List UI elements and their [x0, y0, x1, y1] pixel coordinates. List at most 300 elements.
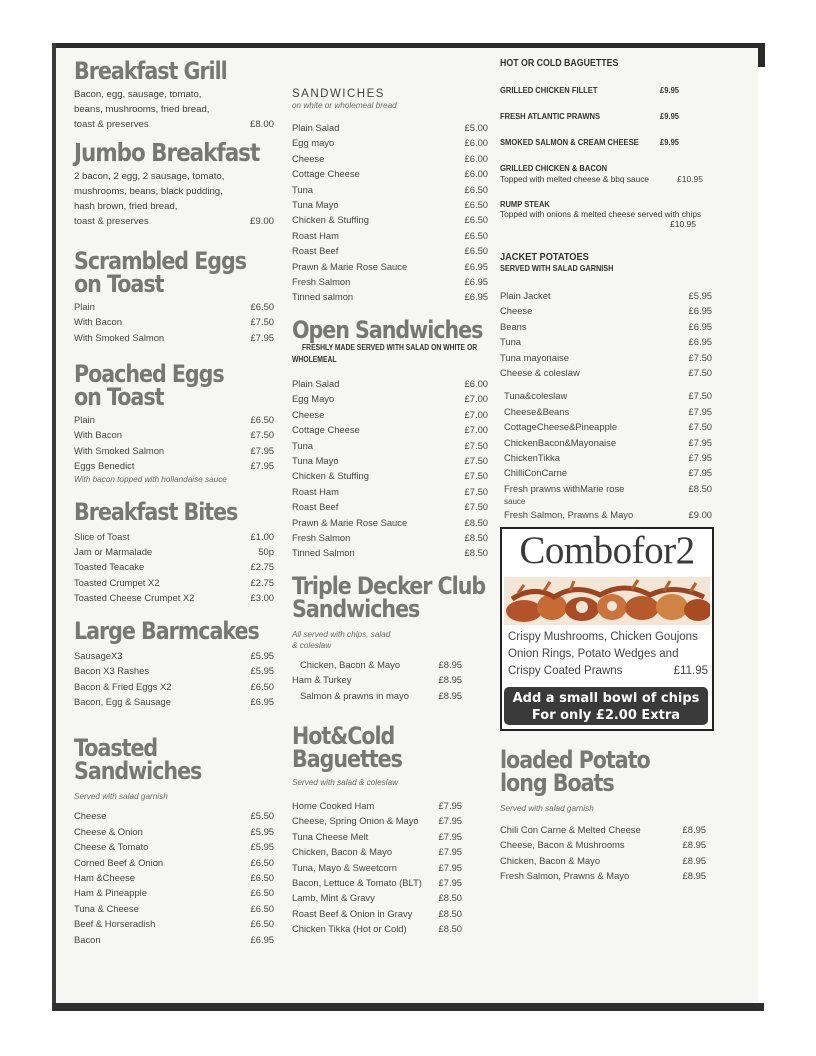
item-price: £6.50 — [464, 214, 488, 226]
item-price: £8.50 — [438, 923, 462, 935]
combo-price: £11.95 — [673, 664, 708, 677]
menu-item — [292, 688, 462, 703]
item-name: Home Cooked Ham — [292, 799, 375, 811]
chips-offer-banner — [504, 687, 708, 725]
menu-item — [500, 853, 706, 868]
item-name: Plain Salad — [292, 122, 340, 133]
item-name: Cheese & coleslaw — [500, 367, 580, 379]
menu-column-left — [74, 48, 274, 947]
menu-item — [504, 404, 712, 419]
menu-item — [500, 303, 712, 318]
menu-item — [500, 837, 706, 852]
item-name: Chicken Tikka (Hot or Cold) — [292, 923, 407, 935]
price: £9.00 — [249, 216, 274, 228]
item-price: £3.00 — [250, 592, 274, 604]
item-price: £7.95 — [250, 444, 274, 456]
item-price: £6.95 — [688, 320, 712, 332]
item-price: £9.95 — [660, 137, 679, 147]
item-price: £10.95 — [677, 174, 703, 184]
menu-item — [292, 243, 488, 258]
item-name: Plain — [74, 300, 95, 312]
item-price: £6.00 — [464, 137, 488, 149]
item-price: £2.75 — [250, 576, 274, 588]
scrambled-eggs-section — [74, 246, 274, 345]
description-line: Bacon, egg, sausage, tomato, — [74, 89, 202, 100]
menu-item — [292, 672, 462, 687]
item-name: Tinned salmon — [292, 291, 354, 303]
item-name: Toasted Crumpet X2 — [74, 576, 160, 588]
item-price: £8.50 — [438, 892, 462, 904]
item-price: £7.50 — [464, 454, 488, 466]
breakfast-grill-section — [74, 57, 274, 132]
hot-cold-baguettes-caps-section — [500, 58, 720, 229]
item-name: Fresh Salmon, Prawns & Mayo — [504, 509, 634, 521]
section-title-line1: Triple Decker Club — [292, 571, 486, 600]
description-line: beans, mushrooms, fried bread, — [74, 104, 210, 115]
item-name: Bacon, Lettuce & Tomato (BLT) — [292, 877, 422, 888]
item-note: With bacon topped with hollandaise sauce — [74, 474, 227, 484]
item-price: £6.50 — [464, 245, 488, 257]
section-title-line2: Baguettes — [292, 744, 402, 773]
section-title: JACKET POTATOES — [500, 251, 589, 263]
item-price: £7.95 — [250, 460, 274, 472]
item-name: Tuna Cheese Melt — [292, 830, 369, 842]
item-price: £5.95 — [250, 841, 274, 853]
section-note: WHOLEMEAL — [292, 354, 337, 364]
item-price: £6.95 — [464, 276, 488, 288]
item-price: £7.00 — [464, 393, 488, 405]
item-price: £6.00 — [464, 152, 488, 164]
item-name: CottageCheese&Pineapple — [504, 421, 618, 433]
item-price: £8.50 — [464, 531, 488, 543]
item-name: Ham & Pineapple — [74, 887, 147, 899]
menu-item — [292, 166, 488, 181]
toasted-sandwiches-section — [74, 734, 274, 947]
menu-item — [74, 590, 274, 605]
item-price: £6.50 — [250, 680, 274, 692]
item-price: £8.50 — [438, 907, 462, 919]
menu-item — [292, 453, 488, 468]
menu-item — [292, 844, 462, 859]
item-name: Tuna — [292, 183, 314, 195]
item-name: With Bacon — [74, 429, 122, 441]
item-price: £9.95 — [660, 111, 679, 121]
price: £8.00 — [249, 119, 274, 130]
item-name: Jam or Marmalade — [74, 546, 153, 558]
menu-item — [74, 412, 274, 427]
item-price: £6.50 — [250, 887, 274, 899]
item-name: Fresh prawns withMarie rose — [504, 482, 625, 494]
section-note: All served with chips, salad — [292, 629, 391, 639]
item-price: £7.50 — [688, 390, 712, 402]
item-name: With Smoked Salmon — [74, 331, 165, 343]
menu-item — [74, 885, 274, 900]
menu-item — [292, 890, 462, 905]
item-price: £9.95 — [660, 85, 679, 95]
item-price: £6.95 — [250, 695, 274, 707]
menu-item — [74, 901, 274, 916]
item-name: Chicken, Bacon & Mayo — [500, 854, 601, 866]
item-price: £7.95 — [688, 405, 712, 417]
menu-item — [292, 438, 488, 453]
section-title-line2: on Toast — [74, 383, 164, 412]
menu-item — [292, 530, 488, 545]
item-price: £7.50 — [688, 351, 712, 363]
menu-item — [74, 870, 274, 885]
item-name: Fresh Salmon — [292, 531, 351, 543]
item-price: £6.50 — [464, 199, 488, 211]
item-name: Roast Beef — [292, 245, 339, 257]
jumbo-breakfast-section — [74, 138, 274, 229]
menu-item — [292, 657, 462, 672]
menu-item — [292, 499, 488, 514]
item-name: Cottage Cheese — [292, 168, 360, 180]
large-barmcakes-section — [74, 616, 274, 710]
section-note: Served with salad & coleslaw — [292, 777, 399, 787]
menu-item — [504, 435, 712, 450]
item-name: Roast Ham — [292, 229, 339, 241]
menu-item — [74, 458, 274, 473]
menu-item — [74, 559, 274, 574]
item-price: 50p — [258, 546, 274, 558]
item-name: Cheese — [292, 408, 325, 420]
item-price: £5.95 — [250, 825, 274, 837]
menu-item — [500, 288, 712, 303]
menu-item — [74, 575, 274, 590]
item-price: £7.50 — [688, 367, 712, 379]
section-note: FRESHLY MADE SERVED WITH SALAD ON WHITE OR — [302, 342, 478, 352]
item-price: £7.95 — [688, 452, 712, 464]
item-name: With Bacon — [74, 316, 122, 328]
item-name: Tuna — [292, 439, 314, 451]
item-price: £7.00 — [464, 408, 488, 420]
item-name: SMOKED SALMON & CREAM CHEESE — [500, 137, 639, 147]
menu-item — [74, 299, 274, 314]
item-price: £8.95 — [682, 823, 706, 835]
menu-item — [292, 829, 462, 844]
item-name: Roast Beef — [292, 501, 339, 513]
item-price: £6.50 — [250, 414, 274, 426]
section-title-line2: Sandwiches — [74, 757, 202, 786]
item-name: Corned Beef & Onion — [74, 856, 164, 868]
menu-item — [74, 648, 274, 663]
menu-item — [292, 545, 488, 560]
menu-item-name: RUMP STEAK — [500, 199, 550, 209]
menu-item — [74, 808, 274, 823]
open-sandwiches-section — [292, 315, 488, 561]
menu-item — [292, 212, 488, 227]
item-name: Plain Salad — [292, 377, 340, 389]
item-name: Tuna Mayo — [292, 454, 339, 466]
section-title: SANDWICHES — [292, 88, 385, 100]
item-name: Salmon & prawns in mayo — [300, 689, 409, 701]
section-title-line2: long Boats — [500, 768, 614, 797]
item-name: FRESH ATLANTIC PRAWNS — [500, 111, 600, 121]
item-price: £6.00 — [464, 377, 488, 389]
item-name: Plain Jacket — [500, 290, 551, 301]
poached-eggs-section — [74, 360, 274, 485]
item-name: Chili Con Carne & Melted Cheese — [500, 823, 641, 835]
item-name: Roast Beef & Onion in Gravy — [292, 907, 413, 919]
item-name: Tuna, Mayo & Sweetcorn — [292, 861, 397, 873]
menu-item — [504, 419, 712, 434]
menu-item — [74, 932, 274, 947]
item-name: Cheese & Tomato — [74, 841, 149, 853]
section-note: Served with salad garnish — [500, 803, 594, 813]
item-price: £6.50 — [250, 871, 274, 883]
menu-item — [500, 319, 712, 334]
item-price: £7.50 — [250, 429, 274, 441]
menu-item — [292, 274, 488, 289]
item-name: Eggs Benedict — [74, 460, 135, 472]
menu-item — [500, 85, 679, 95]
item-price: £6.95 — [250, 933, 274, 945]
menu-item — [74, 663, 274, 678]
item-price: £5.95 — [250, 665, 274, 677]
item-price: £7.50 — [250, 316, 274, 328]
item-price: £8.50 — [464, 516, 488, 528]
item-price: £2.75 — [250, 561, 274, 573]
menu-item — [504, 481, 712, 496]
menu-item — [292, 228, 488, 243]
menu-item — [500, 173, 703, 185]
section-title-line1: Hot&Cold — [292, 721, 395, 750]
item-price: £8.95 — [682, 839, 706, 851]
combo-description-line: Crispy Mushrooms, Chicken Goujons — [508, 630, 698, 643]
section-title-line1: Toasted — [74, 734, 158, 763]
section-title-line2: Sandwiches — [292, 594, 420, 623]
item-price: £8.95 — [682, 854, 706, 866]
menu-item — [500, 822, 706, 837]
item-name: Tuna & Cheese — [74, 902, 139, 914]
item-price: £7.95 — [438, 830, 462, 842]
menu-item — [504, 388, 712, 403]
item-price: £7.95 — [688, 436, 712, 448]
menu-column-middle — [292, 48, 488, 937]
item-price: £7.50 — [464, 470, 488, 482]
menu-item — [292, 468, 488, 483]
item-name: Toasted Teacake — [74, 561, 145, 573]
item-price: £7.50 — [688, 421, 712, 433]
item-name: Plain — [74, 414, 95, 426]
section-note: on white or wholemeal bread — [292, 101, 397, 110]
menu-item — [292, 135, 488, 150]
menu-item — [292, 484, 488, 499]
section-title-line1: Scrambled Eggs — [74, 246, 247, 275]
menu-item — [292, 921, 462, 936]
menu-item — [292, 798, 462, 813]
jacket-potatoes-section — [500, 251, 720, 523]
item-price: £7.50 — [464, 439, 488, 451]
description-line: 2 bacon, 2 egg, 2 sausage, tomato, — [74, 171, 225, 183]
menu-page — [56, 48, 758, 1003]
menu-item — [74, 314, 274, 329]
menu-item — [74, 443, 274, 458]
item-price: £8.50 — [464, 547, 488, 559]
menu-item — [292, 376, 488, 391]
item-name: Fresh Salmon — [292, 276, 351, 288]
section-title-line1: Poached Eggs — [74, 360, 224, 389]
item-name: Roast Ham — [292, 485, 339, 497]
item-name: Tuna&coleslaw — [504, 390, 568, 402]
item-price: £9.00 — [688, 509, 712, 521]
item-name: Beans — [500, 320, 527, 332]
item-name: Tuna mayonaise — [500, 351, 569, 363]
section-title: Open Sandwiches — [292, 315, 483, 344]
item-name: Slice of Toast — [74, 530, 130, 542]
section-title: Breakfast Bites — [74, 497, 238, 526]
menu-item — [292, 906, 462, 921]
item-price: £6.50 — [464, 183, 488, 195]
menu-item — [74, 824, 274, 839]
item-name: Cottage Cheese — [292, 424, 360, 436]
item-name: Cheese — [292, 152, 325, 164]
section-subtitle: SERVED WITH SALAD GARNISH — [500, 263, 614, 273]
triple-decker-section — [292, 571, 488, 703]
item-description: Topped with melted cheese & bbq sauce — [500, 174, 649, 184]
item-name: Chicken, Bacon & Mayo — [292, 846, 393, 858]
item-price: £7.95 — [688, 467, 712, 479]
item-price: £8.95 — [438, 658, 462, 670]
scan-border-right — [758, 43, 765, 67]
item-name: ChilliConCarne — [504, 467, 568, 479]
item-name-continued: sauce — [504, 497, 526, 507]
description-line: toast & preserves — [74, 119, 149, 130]
item-name: Lamb, Mint & Gravy — [292, 892, 375, 904]
item-name: Toasted Cheese Crumpet X2 — [74, 592, 195, 604]
item-price: £7.50 — [464, 485, 488, 497]
description-line: hash brown, fried bread, — [74, 201, 178, 213]
menu-item — [500, 137, 679, 147]
item-price: £6.50 — [250, 902, 274, 914]
breakfast-bites-section — [74, 497, 274, 606]
menu-item — [74, 679, 274, 694]
chips-offer-line: For only £2.00 Extra — [531, 707, 681, 723]
section-title: Breakfast Grill — [74, 57, 227, 85]
item-name: Beef & Horseradish — [74, 918, 156, 930]
item-name: Chicken, Bacon & Mayo — [300, 658, 401, 670]
item-price: £6.00 — [464, 168, 488, 180]
item-price: £7.95 — [438, 815, 462, 827]
item-price: £6.50 — [250, 918, 274, 930]
menu-item — [500, 868, 706, 883]
menu-item — [74, 916, 274, 931]
menu-item — [292, 289, 488, 304]
menu-item — [74, 427, 274, 442]
item-price: £7.95 — [438, 846, 462, 858]
fried-food-illustration — [504, 577, 710, 625]
menu-item — [292, 813, 462, 828]
item-name: Egg Mayo — [292, 393, 335, 405]
item-name: Cheese — [74, 810, 107, 822]
menu-item — [292, 515, 488, 530]
item-price: £7.95 — [438, 799, 462, 811]
description-line: mushrooms, beans, black pudding, — [74, 186, 223, 198]
section-title: HOT OR COLD BAGUETTES — [500, 58, 619, 69]
item-price: £6.50 — [464, 229, 488, 241]
combo-description-line: Crispy Coated Prawns — [508, 664, 623, 677]
item-name: Fresh Salmon, Prawns & Mayo — [500, 869, 630, 881]
item-name: With Smoked Salmon — [74, 444, 165, 456]
description-line: toast & preserves — [74, 216, 149, 228]
menu-item — [504, 465, 712, 480]
menu-item — [504, 507, 712, 522]
item-price: £8.95 — [438, 674, 462, 686]
menu-item — [292, 422, 488, 437]
hot-cold-baguettes-section — [292, 721, 488, 937]
item-name: ChickenTikka — [504, 452, 560, 464]
menu-item — [292, 407, 488, 422]
combo-for-2-box — [500, 527, 714, 731]
item-price: £5.95 — [250, 649, 274, 661]
section-title-line1: loaded Potato — [500, 745, 650, 774]
item-price: £7.95 — [250, 331, 274, 343]
section-note: Served with salad garnish — [74, 792, 168, 802]
fried-food-image — [504, 577, 710, 625]
menu-item — [74, 694, 274, 709]
item-name: Tuna — [500, 336, 522, 348]
menu-item — [74, 839, 274, 854]
item-price: £7.95 — [438, 877, 462, 888]
item-price: £5.95 — [688, 290, 712, 301]
item-price: £7.00 — [464, 424, 488, 436]
menu-item — [292, 120, 488, 135]
menu-item — [500, 111, 679, 121]
sandwiches-section — [292, 88, 488, 305]
section-title: Jumbo Breakfast — [74, 138, 260, 168]
item-price: £6.50 — [250, 856, 274, 868]
item-name: Cheese & Onion — [74, 825, 143, 837]
menu-item — [292, 860, 462, 875]
item-name: Bacon X3 Rashes — [74, 665, 150, 677]
item-price: £5.00 — [464, 122, 488, 133]
menu-item — [74, 544, 274, 559]
item-name: Bacon, Egg & Sausage — [74, 695, 171, 707]
menu-item — [74, 529, 274, 544]
item-name: Cheese&Beans — [504, 405, 570, 417]
chips-offer-line: Add a small bowl of chips — [512, 690, 700, 706]
item-price: £10.95 — [670, 219, 696, 229]
item-name: Cheese — [500, 305, 533, 317]
section-title-line2: on Toast — [74, 269, 164, 298]
item-name: GRILLED CHICKEN FILLET — [500, 85, 598, 95]
section-title: Large Barmcakes — [74, 616, 259, 645]
combo-description-line: Onion Rings, Potato Wedges and — [508, 647, 679, 660]
menu-item — [74, 855, 274, 870]
menu-item — [292, 197, 488, 212]
item-description: Topped with onions & melted cheese served with chips — [500, 209, 702, 219]
menu-item — [292, 391, 488, 406]
menu-item — [504, 450, 712, 465]
item-price: £7.95 — [438, 861, 462, 873]
item-name: Bacon & Fried Eggs X2 — [74, 680, 172, 692]
item-name: Chicken & Stuffing — [292, 214, 369, 226]
item-price: £6.50 — [250, 300, 274, 312]
menu-item — [74, 330, 274, 345]
menu-item — [500, 365, 712, 380]
item-price: £7.50 — [464, 501, 488, 513]
menu-item — [292, 151, 488, 166]
item-name: Egg mayo — [292, 137, 335, 149]
menu-item — [292, 259, 488, 274]
item-name: Bacon — [74, 933, 101, 945]
item-name: ChickenBacon&Mayonaise — [504, 436, 617, 448]
item-price: £6.95 — [688, 305, 712, 317]
item-price: £6.95 — [464, 291, 488, 303]
menu-item — [292, 875, 462, 890]
item-name: Chicken & Stuffing — [292, 470, 369, 482]
scan-border-bottom — [52, 1003, 764, 1011]
